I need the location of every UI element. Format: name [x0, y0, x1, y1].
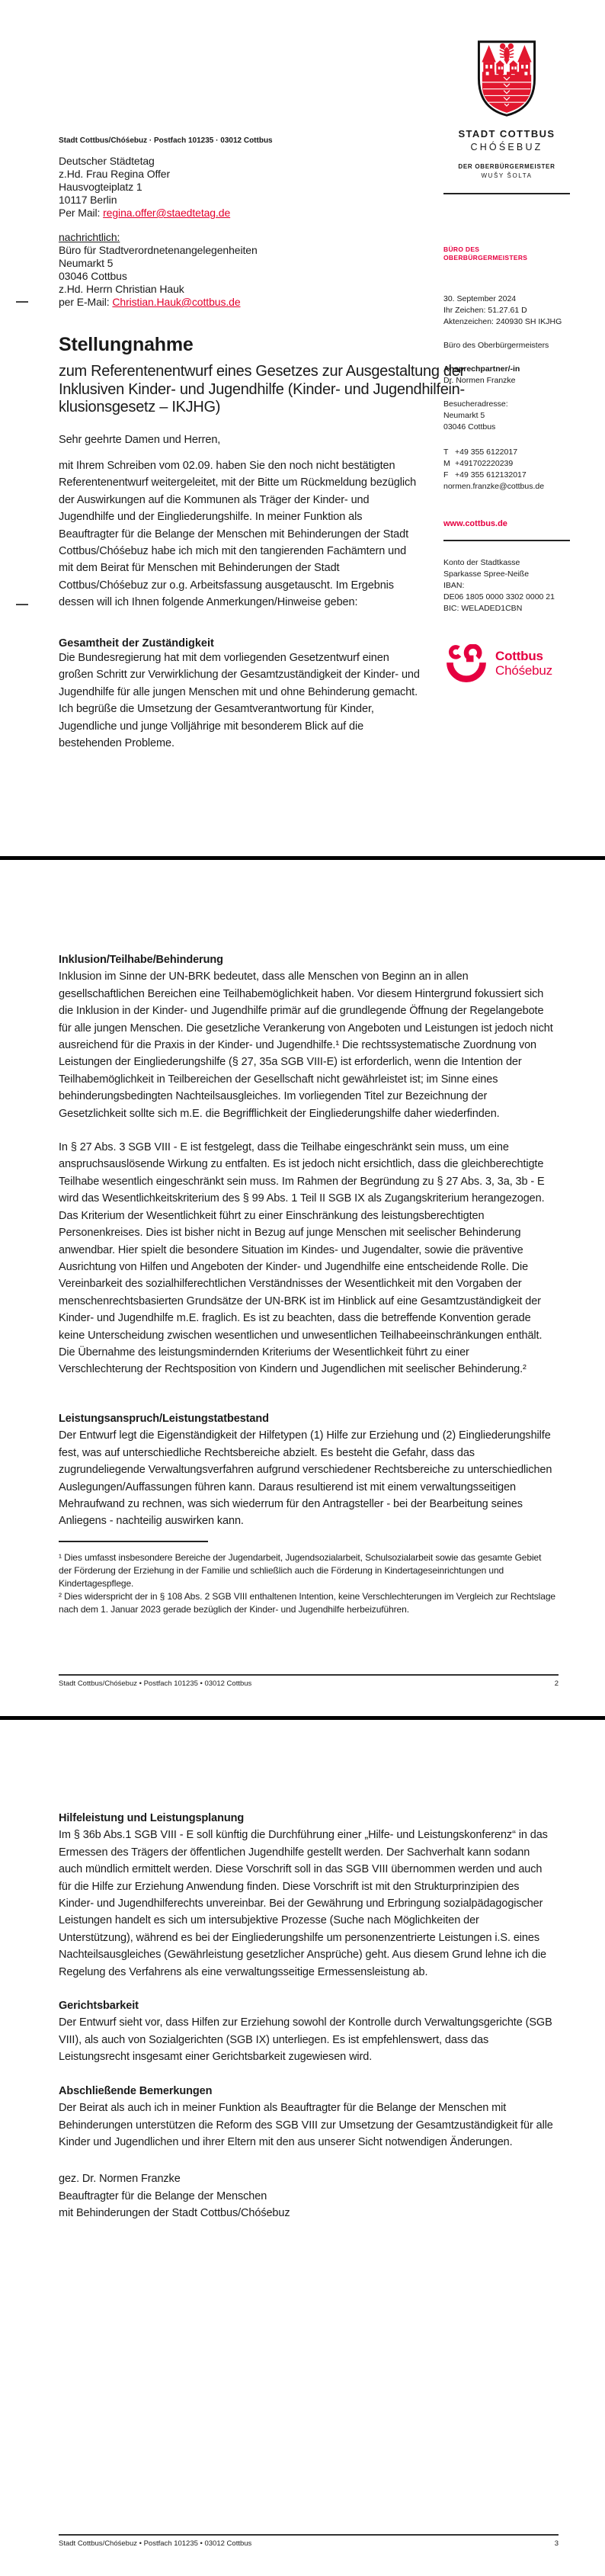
section-heading: Hilfeleistung und Leistungsplanung: [59, 1812, 245, 1824]
footnote-2: ² Dies widerspricht der in § 108 Abs. 2 SGB VIII enthaltenen Intention, keine Verschlechterungen im Vergleich zur Rechtslage nach dem 1. Januar 2023 gerade bezüglich der Kinder- und Jugendhilfe herbeizuführen.: [59, 1591, 555, 1615]
section-paragraph: In § 27 Abs. 3 SGB VIII - E ist festgelegt, dass die Teilhabe eingeschränkt sein muss, um eine anspruchsauslösende Wirkung zu entfalten. Es ist jedoch nicht ersichtlich, dass die gleichberechtigte Teilhabe wesentlich eingeschränkt sein muss. Im Rahmen der Begründung zu § 27 Abs. 3, 3a, 3b - E wird das Wesentlichkeitskriterium des § 99 Abs. 1 Teil II SGB IX als Zugangskriterium herangezogen. Das Kriterium der Wesentlichkeit führt zu einer Einschränkung des leistungsberechtigten Personenkreises. Dies ist bisher nicht in Bezug auf junge Menschen mit seelischer Behinderung anwendbar. Hier spielt die besondere Situation im Kindes- und Jugendalter, sowie die präventive Ausrichtung von Hilfen und Angeboten der Kinder- und Jugendhilfe eine entscheidende Rolle. Die Vereinbarkeit des sozialhilferechtlichen Verständnisses der Wesentlichkeit mit den Vorgaben der menschenrechtsbasierten Grundsätze der UN-BRK ist im Hinblick auf eine Gesamtzuständigkeit der Kinder- und Jugendhilfe m.E. fraglich. Es ist zu beachten, dass die betreffende Konvention gerade keine Unterscheidung zwischen wesentlichen und unwesentlichen Teilhabeeinschränkungen enthält. Die Übernahme des leistungsmindernden Kriteriums der Wesentlichkeit führt zu einer Verschlechterung der Rechtsposition von Kindern und Jugendlichen mit seelischer Behinderung.²: [59, 1141, 545, 1376]
footer-text: Stadt Cottbus/Chóśebuz • Postfach 101235 • 03012 Cottbus: [59, 2539, 252, 2548]
office-label-red: [443, 245, 527, 262]
phone-line-m: [443, 458, 544, 470]
infobox-divider: [443, 540, 570, 541]
recipient-street: Hausvogteiplatz 1: [59, 181, 142, 193]
cc-heading: nachrichtlich:: [59, 231, 120, 243]
footnote-1: ¹ Dies umfasst insbesondere Bereiche der Jugendarbeit, Jugendsozialarbeit, Schulsozialarbeit sowie das gesamte Gebiet der Förderung der Erziehung in der Familie und schließlich auch die Förderung in Kindertageseinrichtungen und Kindertagespflege.: [59, 1552, 542, 1589]
bank-iban-label: IBAN:: [443, 581, 465, 590]
phone-t-label: T: [443, 448, 449, 457]
section-body: Die Bundesregierung hat mit dem vorliegenden Gesetzentwurf einen großen Schritt zur Verwirklichung der Gesamtzuständigkeit der Kinder- und Jugendhilfe für alle jungen Menschen mit und ohne Behinderung gemacht. Ich begrüße die Umsetzung der Gesamtverantwortung für Kinder, Jugendliche und junge Volljährige mit besonderem Blick auf die bestehenden Probleme.: [59, 652, 420, 750]
masthead-city-name: STADT COTTBUS: [458, 128, 555, 140]
phone-f-label: F: [443, 470, 449, 480]
letter-page-2: [0, 860, 605, 1716]
section-heading: Gesamtheit der Zuständigkeit: [59, 637, 214, 650]
bank-block: [443, 557, 555, 614]
visitor-label: Besucheradresse:: [443, 399, 508, 409]
section-gesamtheit: [59, 637, 420, 752]
recipient-email-link[interactable]: regina.offer@staedtetag.de: [103, 207, 231, 219]
cottbus-logo-icon: [446, 644, 487, 682]
signature-role-line: mit Behinderungen der Stadt Cottbus/Chóśebuz: [59, 2207, 290, 2220]
phone-line-f: [443, 470, 544, 481]
visitor-street: Neumarkt 5: [443, 411, 485, 420]
letter-page-3: [0, 1720, 605, 2576]
contact-label: Ansprechpartner/-in: [443, 364, 520, 374]
document-subtitle: [59, 363, 465, 417]
page-number: 3: [554, 2539, 559, 2548]
recipient-name: Deutscher Städtetag: [59, 155, 155, 167]
contact-block: [443, 364, 520, 387]
bank-line: Sparkasse Spree-Neiße: [443, 569, 530, 579]
footnote-separator: [59, 1541, 208, 1542]
masthead: [443, 40, 570, 179]
logo-word-sorbian: Chóśebuz: [495, 663, 552, 678]
section-paragraph: Inklusion im Sinne der UN-BRK bedeutet, dass alle Menschen von Beginn an in allen gesellschaftlichen Bereichen eine Teilhabemöglichkeit haben. Vor diesem Hintergrund fokussiert sich die Inklusion in der Kinder- und Jugendhilfe primär auf die grundlegende Öffnung der Regelangebote für alle jungen Menschen. Die gesetzliche Verankerung von Angeboten und Leistungen ist jedoch nicht ausreichend für die Praxis in der Kinder- und Jugendhilfe.¹ Die rechtssystematische Zuordnung von Leistungen der Eingliederungshilfe (§ 27, 35a SGB VIII-E) ist erforderlich, wenn die Intention der Teilhabemöglichkeit in Teilbereichen der Gesellschaft nicht gewährleistet ist; im Sinne eines behinderungsbedingten Nachteilsausgleiches. Im vorliegenden Titel zur Bezeichnung der Gesetzlichkeit sollte sich m.E. die Begrifflichkeit der Eingliederungshilfe daher wiederfinden.: [59, 970, 553, 1120]
fold-mark-bottom: [16, 604, 28, 605]
section-paragraph: Der Entwurf legt die Eigenständigkeit der Hilfetypen (1) Hilfe zur Erziehung und (2) Eingliederungshilfe fest, was auf unterschiedliche Rechtsbereiche abzielt. Es besteht die Gefahr, dass das zugrundeliegende Verwaltungsverfahren aufgrund verschiedener Rechtsbereiche zu unterschiedlichen Auslegungen/Auffassungen führen kann. Daraus resultierend ist mit einem verwaltungsseitigen Mehraufwand zu rechnen, was sich wiederrum für den Antragsteller - bei der Bearbeitung seines Anliegens - nachteilig auswirken kann.: [59, 1429, 552, 1528]
phone-line-t: [443, 447, 544, 458]
signature-role-line: Beauftragter für die Belange der Menschen: [59, 2189, 267, 2202]
phone-m-value: +491702220239: [455, 459, 514, 468]
contact-name: Dr. Normen Franzke: [443, 376, 516, 385]
section-paragraph: Der Entwurf sieht vor, dass Hilfen zur Erziehung sowohl der Kontrolle durch Verwaltungsgerichte (SGB VIII), als auch von Sozialgerichten (SGB IX) unterliegen. Es ist empfehlenswert, dass das Leistungsrecht insgesamt einer Gerichtsbarkeit zugewiesen wird.: [59, 2016, 552, 2064]
section-heading: Leistungsanspruch/Leistungstatbestand: [59, 1413, 269, 1425]
phone-t-value: +49 355 6122017: [455, 448, 518, 457]
footer-text: Stadt Cottbus/Chóśebuz • Postfach 101235 • 03012 Cottbus: [59, 1679, 252, 1688]
cottbus-coat-of-arms-icon: [477, 40, 536, 117]
office-label-line: BÜRO DES: [443, 245, 480, 253]
recipient-address-block: [59, 155, 230, 220]
section-heading: Gerichtsbarkeit: [59, 2000, 139, 2013]
phone-block: [443, 447, 544, 492]
bank-iban: DE06 1805 0000 3302 0000 21: [443, 592, 555, 601]
footer-rule: [59, 1674, 559, 1676]
page2-section-inklusion: [59, 951, 555, 1378]
contact-email: normen.franzke@cottbus.de: [443, 482, 545, 491]
section-heading: Inklusion/Teilhabe/Behinderung: [59, 954, 223, 966]
subtitle-line: klusionsgesetz – IKJHG): [59, 399, 221, 415]
signature-name: gez. Dr. Normen Franzke: [59, 2173, 181, 2186]
fold-mark-top: [16, 301, 28, 303]
masthead-office: DER OBERBÜRGERMEISTER: [458, 163, 555, 170]
letter-page-1: [0, 0, 605, 856]
subtitle-line: zum Referentenentwurf eines Gesetzes zur Ausgestaltung der: [59, 363, 465, 380]
recipient-mail-line: [59, 207, 230, 220]
page2-footer: [59, 1674, 559, 1688]
bank-line: Konto der Stadtkasse: [443, 558, 520, 567]
phone-f-value: +49 355 612132017: [455, 470, 527, 480]
paragraph-gap: [59, 1122, 555, 1139]
paragraph-gap: [59, 2066, 555, 2083]
logo-wordmark: [495, 649, 552, 678]
cc-city: 03046 Cottbus: [59, 270, 127, 282]
page3-content: [59, 1810, 555, 2222]
website-link[interactable]: www.cottbus.de: [443, 519, 507, 528]
section-paragraph: Der Beirat als auch ich in meiner Funktion als Beauftragter für die Belange der Menschen mit Behinderungen unterstützen die Reform des SGB VIII zur Umsetzung der Gesamtzuständigkeit für alle Kinder und Jugendlichen und ihrer Eltern mit den aus unserer Sicht notwendigen Änderungen.: [59, 2102, 553, 2148]
cc-email-link[interactable]: Christian.Hauk@cottbus.de: [112, 296, 241, 308]
page3-footer: [59, 2534, 559, 2548]
recipient-attn: z.Hd. Frau Regina Offer: [59, 168, 171, 180]
subtitle-line: Inklusiven Kinder- und Jugendhilfe (Kinder- und Jugendhilfein-: [59, 380, 465, 398]
recipient-city: 10117 Berlin: [59, 194, 117, 206]
logo-word-de: Cottbus: [495, 649, 543, 663]
ihr-zeichen: Ihr Zeichen: 51.27.61 D: [443, 306, 527, 315]
cc-mail-line: [59, 296, 258, 309]
page-number: 2: [554, 1679, 559, 1688]
section-heading: Abschließende Bemerkungen: [59, 2084, 213, 2097]
recipient-mail-label: Per Mail:: [59, 207, 104, 219]
cottbus-brand-logo: [446, 644, 552, 682]
masthead-city-name-sorbian: CHÓŚEBUZ: [470, 142, 543, 152]
cc-street: Neumarkt 5: [59, 257, 114, 269]
visitor-address-block: [443, 399, 508, 433]
sender-return-line: Stadt Cottbus/Chóśebuz · Postfach 101235 · 03012 Cottbus: [59, 136, 273, 145]
aktenzeichen: Aktenzeichen: 240930 SH IKJHG: [443, 317, 562, 326]
title-block: [59, 334, 465, 417]
phone-m-label: M: [443, 459, 450, 468]
cc-attn: z.Hd. Herrn Christian Hauk: [59, 283, 184, 295]
office-label-line: OBERBÜRGERMEISTERS: [443, 254, 528, 261]
cc-office: Büro für Stadtverordnetenangelegenheiten: [59, 244, 258, 256]
visitor-city: 03046 Cottbus: [443, 422, 496, 431]
letter-date: 30. September 2024: [443, 294, 517, 303]
cc-address-block: [59, 231, 258, 309]
signature-block: [59, 2170, 555, 2222]
masthead-divider: [443, 193, 570, 194]
footnote-block: [59, 1541, 555, 1616]
masthead-office-sorbian: WUŠY ŠOLTA: [481, 172, 533, 179]
footer-rule: [59, 2534, 559, 2536]
department-line: Büro des Oberbürgermeisters: [443, 341, 549, 350]
section-paragraph: Im § 36b Abs.1 SGB VIII - E soll künftig die Durchführung einer „Hilfe- und Leistungskonferenz“ in das Ermessen des Trägers der öffentlichen Jugendhilfe gestellt werden. Der Sachverhalt kann sodann auch mündlich ermittelt werden. Diese Vorschrift soll in das SGB VIII übernommen werden und auch für die Hilfe zur Erziehung Anwendung finden. Diese Vorschrift ist mit den Strukturprinzipien des Kinder- und Jugendhilferechts unvereinbar. Bei der Gewährung und Erbringung sozialpädagogischer Leistungen handelt es sich um intersubjektive Prozesse (Suche nach Möglichkeiten der Unterstützung), während es bei der Eingliederungshilfe um personenzentrierte Leistungen i.S. eines Nachteilsausgleiches (Gewährleistung gesetzlicher Ansprüche) geht. Aus diesem Grund lehne ich die Regelung des Verfahrens als eine verwaltungsseitige Ermessensleistung ab.: [59, 1829, 548, 1978]
document-title: Stellungnahme: [59, 334, 194, 355]
reference-block: [443, 294, 562, 328]
salutation: Sehr geehrte Damen und Herren,: [59, 434, 221, 446]
bank-bic: BIC: WELADED1CBN: [443, 604, 523, 613]
cc-mail-label: per E-Mail:: [59, 296, 113, 308]
paragraph-gap: [59, 1981, 555, 1997]
intro-paragraph: mit Ihrem Schreiben vom 02.09. haben Sie den noch nicht bestätigten Referentenentwurf weitergeleitet, mit der Bitte um Rückmeldung bezüglich der Auswirkungen auf die Kommunen als Träger der Kinder- und Jugendhilfe und der Eingliederungshilfe. In meiner Funktion als Beauftragter für die Belange der Menschen mit Behinderungen der Stadt Cottbus/Chóśebuz habe ich mich mit den tangierenden Fachämtern und mit dem Beirat für Menschen mit Behinderungen der Stadt Cottbus/Chóśebuz zur o.g. Arbeitsfassung ausgetauscht. Im Ergebnis dessen will ich Ihnen folgende Anmerkungen/Hinweise geben:: [59, 460, 417, 609]
page2-section-leistungsanspruch: [59, 1410, 555, 1530]
